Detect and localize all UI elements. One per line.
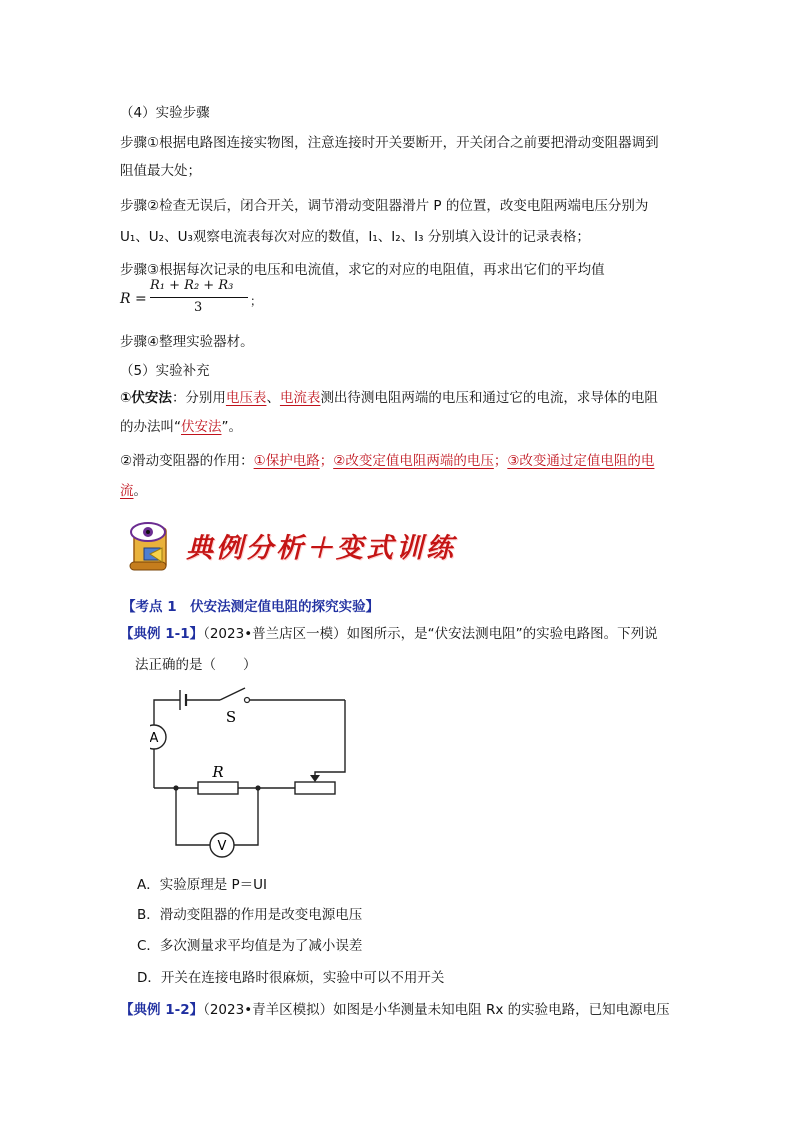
formula-numerator: R₁ + R₂ + R₃ bbox=[150, 278, 234, 293]
role-change-current: ③改变通过定值电阻的电 bbox=[507, 453, 655, 469]
fraction-bar bbox=[150, 297, 248, 298]
resistor-label: R bbox=[212, 763, 224, 781]
resistor-r bbox=[198, 782, 238, 794]
voltammetry-line-2 bbox=[120, 418, 242, 436]
rheostat-lead: ②滑动变阻器的作用： bbox=[120, 453, 254, 469]
rheostat-role-line-1 bbox=[120, 452, 654, 470]
step-2-line-1: 步骤②检查无误后，闭合开关，调节滑动变阻器滑片 P 的位置，改变电阻两端电压分别为 bbox=[120, 198, 649, 214]
formula-end: ； bbox=[250, 294, 263, 308]
ammeter-term: 电流表 bbox=[279, 390, 321, 406]
step-4: 步骤④整理实验器材。 bbox=[120, 334, 254, 350]
role-change-voltage: ②改变定值电阻两端的电压 bbox=[333, 453, 494, 469]
step-2-line-2: U₁、U₂、U₃观察电流表每次对应的数值，I₁、I₂、I₃ 分别填入设计的记录表格； bbox=[120, 229, 590, 245]
example-text: （2023•普兰店区一模）如图所示，是“伏安法测电阻”的实验电路图。下列说 bbox=[203, 626, 658, 642]
rheostat-slider-arrow bbox=[310, 775, 320, 782]
option-c[interactable]: C．多次测量求平均值是为了减小误差 bbox=[137, 938, 363, 954]
rheostat-role-line-2 bbox=[120, 482, 147, 500]
circuit-diagram bbox=[150, 680, 360, 865]
role-change-current-end: 流 bbox=[120, 483, 134, 499]
sep: ； bbox=[319, 453, 334, 469]
option-b[interactable]: B．滑动变阻器的作用是改变电源电压 bbox=[137, 907, 363, 923]
example-tag: 【典例 1-2】 bbox=[120, 1002, 204, 1018]
text: 、 bbox=[266, 390, 280, 406]
text: 的办法叫“ bbox=[120, 419, 181, 435]
ammeter-label: A bbox=[150, 731, 159, 746]
formula-lhs: R = bbox=[120, 291, 147, 307]
option-d[interactable]: D．开关在连接电路时很麻烦，实验中可以不用开关 bbox=[137, 970, 445, 986]
section-5-heading: （5）实验补充 bbox=[120, 363, 210, 379]
switch-contact bbox=[245, 698, 250, 703]
option-a[interactable]: A．实验原理是 P＝UI bbox=[137, 877, 268, 893]
text: 。 bbox=[133, 483, 147, 499]
average-formula bbox=[120, 278, 320, 324]
junction-dot bbox=[173, 785, 178, 790]
voltammetry-lead: ①伏安法 bbox=[120, 390, 172, 406]
voltammetry-line-1 bbox=[120, 389, 658, 407]
role-protect-circuit: ①保护电路 bbox=[253, 453, 320, 469]
example-1-1-line-1 bbox=[120, 625, 658, 643]
banner-title: 典例分析＋变式训练 bbox=[186, 533, 456, 564]
section-4-heading: （4）实验步骤 bbox=[120, 105, 210, 121]
voltmeter-label: V bbox=[217, 839, 227, 854]
example-text: （2023•青羊区模拟）如图是小华测量未知电阻 Rx 的实验电路，已知电源电压 bbox=[203, 1002, 670, 1018]
text: ”。 bbox=[221, 419, 242, 435]
step-1-line-2: 阻值最大处； bbox=[120, 163, 201, 179]
voltmeter-term: 电压表 bbox=[225, 390, 267, 406]
keypoint-label: 【考点 1 伏安法测定值电阻的探究实验】 bbox=[122, 599, 380, 615]
voltammetry-term: 伏安法 bbox=[181, 419, 222, 435]
example-1-1-line-2: 法正确的是（ ） bbox=[135, 657, 257, 673]
rheostat bbox=[295, 782, 335, 794]
junction-dot bbox=[255, 785, 260, 790]
step-1-line-1: 步骤①根据电路图连接实物图，注意连接时开关要断开，开关闭合之前要把滑动变阻器调到 bbox=[120, 135, 659, 151]
formula-denominator: 3 bbox=[194, 300, 203, 315]
example-1-2-line-1 bbox=[120, 1001, 670, 1019]
text: 测出待测电阻两端的电压和通过它的电流，求导体的电阻 bbox=[320, 390, 658, 406]
sep: ； bbox=[493, 453, 508, 469]
switch-label: S bbox=[225, 708, 237, 726]
example-tag: 【典例 1-1】 bbox=[120, 626, 204, 642]
step-3-line-1: 步骤③根据每次记录的电压和电流值，求它的对应的电阻值，再求出它们的平均值 bbox=[120, 262, 605, 278]
scroll-eye-icon bbox=[126, 518, 178, 572]
text: ：分别用 bbox=[171, 390, 226, 406]
